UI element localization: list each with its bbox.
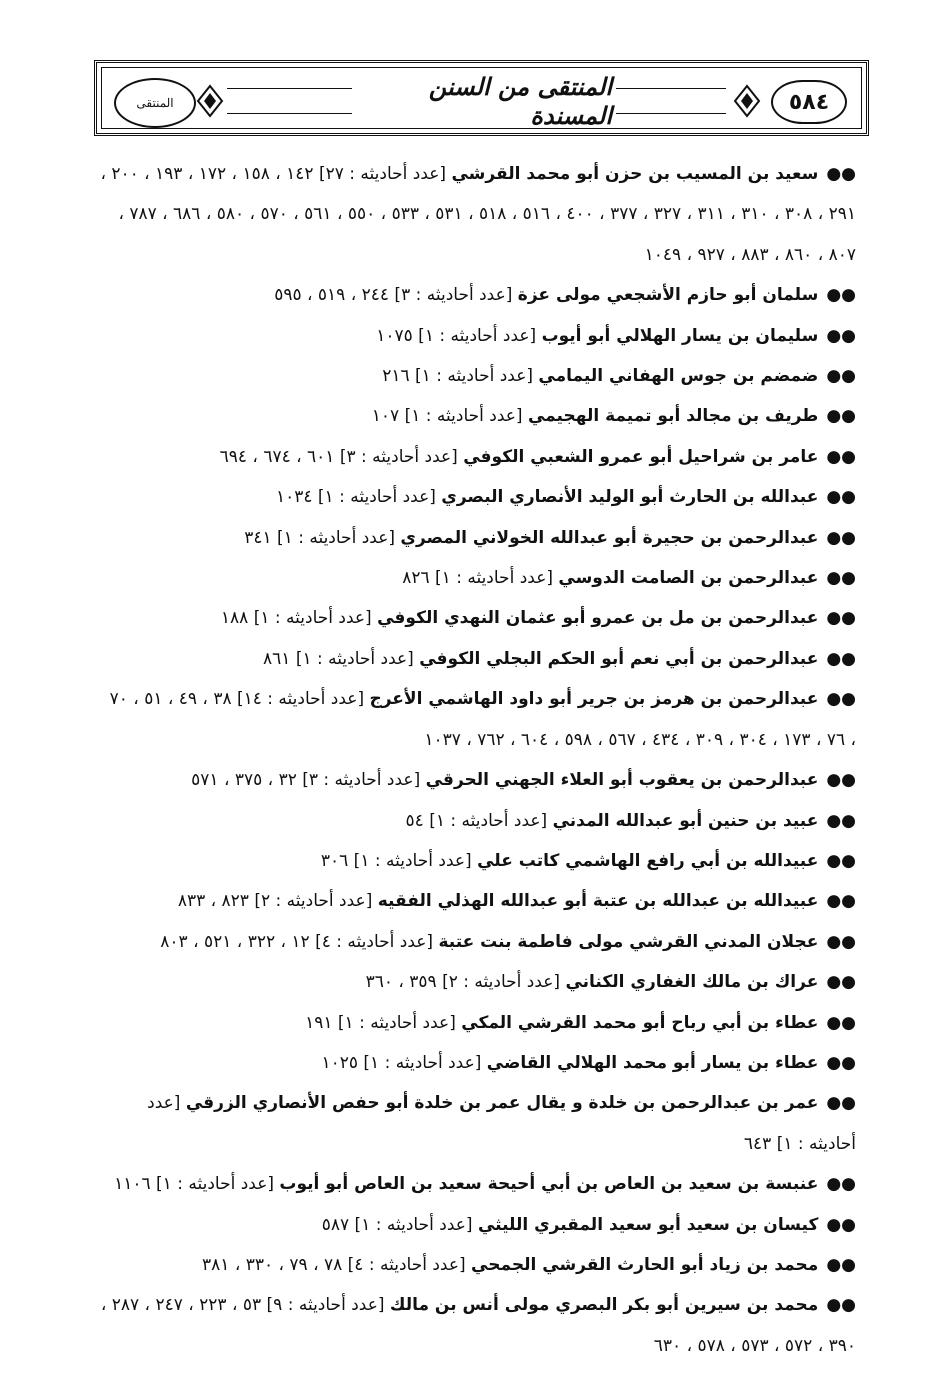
count-label: عدد أحاديثه : [339,487,430,508]
count-value: ١ [162,1174,172,1195]
narrator-name: عبدالرحمن بن يعقوب أبو العلاء الجهني الحرقي [425,770,819,791]
list-item [100,841,856,881]
hadith-count: [عدد أحاديثه : ١] [150,1174,280,1195]
list-item [100,1083,856,1164]
count-value: ١ [324,487,334,508]
hadith-count: [عدد أحاديثه : ١] [358,1052,487,1073]
list-item [100,1285,856,1366]
narrator-name: عبدالرحمن بن مل بن عمرو أبو عثمان النهدي الكوفي [377,608,819,629]
narrator-name: كيسان بن سعيد أبو سعيد المقبري الليثي [477,1214,819,1235]
count-label: عدد أحاديثه : [274,608,366,629]
count-value: ١ [360,850,370,871]
bullet-icon: ●● [826,931,856,952]
hadith-count: [عدد أحاديثه : ١] [429,568,559,589]
count-label: عدد أحاديثه : [275,891,366,912]
list-item [100,518,856,558]
count-value: ٣ [308,770,319,791]
hadith-count: [عدد أحاديثه : ١] [412,325,542,346]
narrators-list [100,154,856,1366]
bullet-icon: ●● [826,164,856,184]
list-item [100,598,856,638]
narrator-name: عبيدالله بن عبدالله بن عتبة أبو عبدالله الهذلي الفقيه [377,891,819,912]
narrator-name: عبدالرحمن بن أبي نعم أبو الحكم البجلي الكوفي [419,648,819,669]
hadith-references: ١٠٣٤ [275,487,313,508]
count-label: عدد أحاديثه : [361,446,452,467]
hadith-references: ١٢ ، ٣٢٢ ، ٥٢١ ، ٨٠٣ [160,931,310,952]
count-value: ١ [421,366,431,387]
narrator-name: عامر بن شراحيل أبو عمرو الشعبي الكوفي [463,446,819,467]
hadith-references: ٣٨ ، ٤٩ ، ٥١ ، ٧٠ ، ٧٦ ، ١٧٣ ، ٣٠٤ ، ٣٠٩ ، ٤٣٤ ، ٥٦٧ ، ٥٩٨ ، ٦٠٤ ، ٧٦٢ ، ١٠٣٧ [109,689,856,750]
hadith-references: ٥٣ ، ٢٢٣ ، ٢٤٧ ، ٢٨٧ ، ٣٩٠ ، ٥٧٢ ، ٥٧٣ ، ٥٧٨ ، ٦٣٠ [100,1295,856,1356]
header-rule [227,88,352,114]
count-label: عدد أحاديثه : [323,770,414,791]
list-item [100,639,856,679]
list-item [100,679,856,760]
hadith-references: ٥٤ [405,810,424,831]
count-value: ١ [260,608,270,629]
bullet-icon: ●● [826,648,856,669]
page-number: ٥٨٤ [771,80,847,124]
count-value: ٤ [321,931,331,952]
narrator-name: عطاء بن أبي رباح أبو محمد القرشي المكي [461,1012,819,1033]
header-frame [101,67,862,129]
narrator-name: سعيد بن المسيب بن حزن أبو محمد القرشي [451,164,819,184]
count-value: ٤ [354,1254,364,1275]
narrator-name: عمر بن عبدالرحمن بن خلدة و يقال عمر بن خلدة أبو حفص الأنصاري الزرقي [185,1093,819,1114]
hadith-count: [عدد أحاديثه : ١] [271,527,401,548]
count-value: ١ [411,406,421,427]
bullet-icon: ●● [826,891,856,912]
narrator-name: عبدالله بن الحارث أبو الوليد الأنصاري البصري [441,487,819,508]
bullet-icon: ●● [826,1012,856,1033]
hadith-count: [عدد أحاديثه : ١] [399,406,528,427]
list-item [100,1245,856,1285]
hadith-references: ٥٨٧ [321,1214,350,1235]
count-value: ٣ [401,285,411,306]
bullet-icon: ●● [826,810,856,831]
list-item [100,922,856,962]
count-label: عدد أحاديثه : [436,366,527,387]
narrator-name: عراك بن مالك الغفاري الكناني [565,972,819,993]
bullet-icon: ●● [826,366,856,387]
hadith-references: ٦٤٣ [743,1133,772,1154]
list-item [100,275,856,315]
hadith-references: ١٤٢ ، ١٥٨ ، ١٧٢ ، ١٩٣ ، ٢٠٠ ، ٢٩١ ، ٣٠٨ ، ٣١٠ ، ٣١١ ، ٣٢٧ ، ٣٧٧ ، ٤٠٠ ، ٥١٦ ، ٥١٨ ، ٥٣١ ، ٥٣٣ ، ٥٥٠ ، ٥٦١ ، ٥٧٠ ، ٥٨٠ ، ٦٨٦ ، ٧٨٧ ، ٨٠٧ ، ٨٦٠ ، ٨٨٣ ، ٩٢٧ ، ١٠٤٩ [100,164,856,265]
count-label: عدد أحاديثه : [439,325,530,346]
count-label: عدد أحاديثه : [384,1052,475,1073]
bullet-icon: ●● [826,1174,856,1195]
bullet-icon: ●● [826,1254,856,1275]
hadith-references: ٣٥٩ ، ٣٦٠ [365,972,437,993]
list-item [100,801,856,841]
list-item [100,1205,856,1245]
narrator-name: عبدالرحمن بن الصامت الدوسي [558,568,819,589]
hadith-references: ١٩١ [305,1012,333,1033]
hadith-count: [عدد أحاديثه : ١٤] [231,689,370,710]
hadith-count: [عدد أحاديثه : ٢] [436,972,566,993]
book-logo: المنتقى [114,78,196,128]
list-item [100,962,856,1002]
count-value: ١ [435,810,445,831]
count-label: عدد أحاديثه : [450,810,541,831]
hadith-references: ١٨٨ [220,608,249,629]
hadith-count: [عدد أحاديثه : ٣] [334,446,464,467]
bullet-icon: ●● [826,770,856,791]
list-item [100,356,856,396]
bullet-icon: ●● [826,487,856,508]
ornament-icon [733,82,761,120]
hadith-references: ٢١٦ [382,366,410,387]
narrator-name: سلمان أبو حازم الأشجعي مولى عزة [517,285,819,306]
hadith-references: ٨٦١ [263,648,291,669]
hadith-count: [عدد أحاديثه : ٤] [342,1254,472,1275]
bullet-icon: ●● [826,446,856,467]
count-label: عدد أحاديثه : [374,850,466,871]
hadith-references: ١٠٧٥ [376,325,413,346]
count-label: عدد أحاديثه : [375,1214,466,1235]
list-item [100,881,856,921]
hadith-references: ٦٠١ ، ٦٧٤ ، ٦٩٤ [219,446,335,467]
count-value: ١ [783,1133,793,1154]
count-label: عدد أحاديثه : [349,164,440,184]
narrator-name: عجلان المدني القرشي مولى فاطمة بنت عتبة [438,931,819,952]
count-value: ١ [424,325,434,346]
narrator-name: عبدالرحمن بن حجيرة أبو عبدالله الخولاني المصري [400,527,819,548]
count-value: ٢ [448,972,458,993]
narrator-name: عبدالرحمن بن هرمز بن جرير أبو داود الهاشمي الأعرج [369,689,819,710]
hadith-references: ٧٨ ، ٧٩ ، ٣٣٠ ، ٣٨١ [202,1254,343,1275]
hadith-count: [عدد أحاديثه : ٢] [248,891,378,912]
count-label: عدد أحاديثه : [415,285,506,306]
list-item [100,154,856,275]
count-label: عدد أحاديثه : [425,406,516,427]
bullet-icon: ●● [826,1093,856,1114]
count-label: عدد أحاديثه : [267,689,358,710]
list-item [100,760,856,800]
hadith-references: ٢٤٤ ، ٥١٩ ، ٥٩٥ [274,285,390,306]
count-label: عدد أحاديثه : [177,1174,268,1195]
hadith-references: ٨٢٣ ، ٨٣٣ [177,891,249,912]
hadith-count: [عدد أحاديثه : ١] [423,810,553,831]
bullet-icon: ●● [826,972,856,993]
count-label: عدد أحاديثه : [368,1254,459,1275]
count-value: ٣ [346,446,356,467]
list-item [100,1003,856,1043]
hadith-count: [عدد أحاديثه : ١] [290,648,420,669]
hadith-count: [عدد أحاديثه : ١] [147,1093,856,1154]
narrator-name: عبيدالله بن أبي رافع الهاشمي كاتب علي [477,850,819,871]
narrator-name: ضمضم بن جوس الهفاني اليمامي [538,366,819,387]
count-value: ٢٧ [325,164,344,184]
hadith-count: [عدد أحاديثه : ١] [348,850,478,871]
hadith-count: [عدد أحاديثه : ١] [409,366,539,387]
count-label: عدد أحاديثه : [298,527,389,548]
bullet-icon: ●● [826,1052,856,1073]
list-item [100,477,856,517]
count-value: ١ [302,648,312,669]
count-value: ٩ [273,1295,283,1316]
count-value: ١٤ [243,689,262,710]
narrator-name: طريف بن مجالد أبو تميمة الهجيمي [527,406,819,427]
bullet-icon: ●● [826,850,856,871]
bullet-icon: ●● [826,568,856,589]
bullet-icon: ●● [826,406,856,427]
hadith-count: [عدد أحاديثه : ٣] [296,770,426,791]
count-label: عدد أحاديثه : [456,568,547,589]
hadith-references: ١٠٢٥ [321,1052,358,1073]
hadith-count: [عدد أحاديثه : ٢٧] [313,164,452,184]
narrator-name: محمد بن سيرين أبو بكر البصري مولى أنس بن مالك [389,1295,819,1316]
hadith-references: ١٠٧ [371,406,400,427]
narrator-name: سليمان بن يسار الهلالي أبو أيوب [541,325,819,346]
page-header [94,60,869,136]
count-value: ١ [361,1214,371,1235]
hadith-count: [عدد أحاديثه : ١] [248,608,378,629]
count-label: عدد أحاديثه : [359,1012,450,1033]
count-label: عدد أحاديثه : [147,1093,856,1154]
count-label: عدد أحاديثه : [336,931,427,952]
count-value: ١ [283,527,293,548]
list-item [100,1164,856,1204]
hadith-references: ٣٤١ [244,527,272,548]
bullet-icon: ●● [826,1214,856,1235]
bullet-icon: ●● [826,608,856,629]
hadith-count: [عدد أحاديثه : ٣] [389,285,518,306]
bullet-icon: ●● [826,325,856,346]
hadith-references: ٣٠٦ [320,850,349,871]
bullet-icon: ●● [826,1295,856,1316]
bullet-icon: ●● [826,689,856,710]
list-item [100,316,856,356]
narrator-name: عطاء بن يسار أبو محمد الهلالي القاضي [486,1052,819,1073]
count-label: عدد أحاديثه : [287,1295,378,1316]
hadith-count: [عدد أحاديثه : ١] [312,487,442,508]
hadith-references: ٨٢٦ [402,568,430,589]
hadith-count: [عدد أحاديثه : ١] [349,1214,478,1235]
list-item [100,1043,856,1083]
hadith-references: ٣٢ ، ٣٧٥ ، ٥٧١ [191,770,297,791]
list-item [100,558,856,598]
count-value: ٢ [261,891,271,912]
page-title: المنتقى من السنن المسندة [428,72,612,130]
hadith-count: [عدد أحاديثه : ١] [332,1012,462,1033]
header-rule [616,88,726,114]
list-item [100,437,856,477]
narrator-name: عبيد بن حنين أبو عبدالله المدني [552,810,819,831]
count-label: عدد أحاديثه : [317,648,408,669]
bullet-icon: ●● [826,285,856,306]
count-value: ١ [441,568,451,589]
hadith-count: [عدد أحاديثه : ٤] [309,931,439,952]
ornament-icon [196,82,224,120]
count-value: ١ [344,1012,354,1033]
list-item [100,396,856,436]
count-value: ١ [370,1052,380,1073]
narrator-name: محمد بن زياد أبو الحارث القرشي الجمحي [471,1254,819,1275]
hadith-count: [عدد أحاديثه : ٩] [261,1295,390,1316]
bullet-icon: ●● [826,527,856,548]
hadith-references: ١١٠٦ [114,1174,151,1195]
narrator-name: عنبسة بن سعيد بن العاص بن أبي أحيحة سعيد بن العاص أبو أيوب [279,1174,819,1195]
count-label: عدد أحاديثه : [463,972,554,993]
